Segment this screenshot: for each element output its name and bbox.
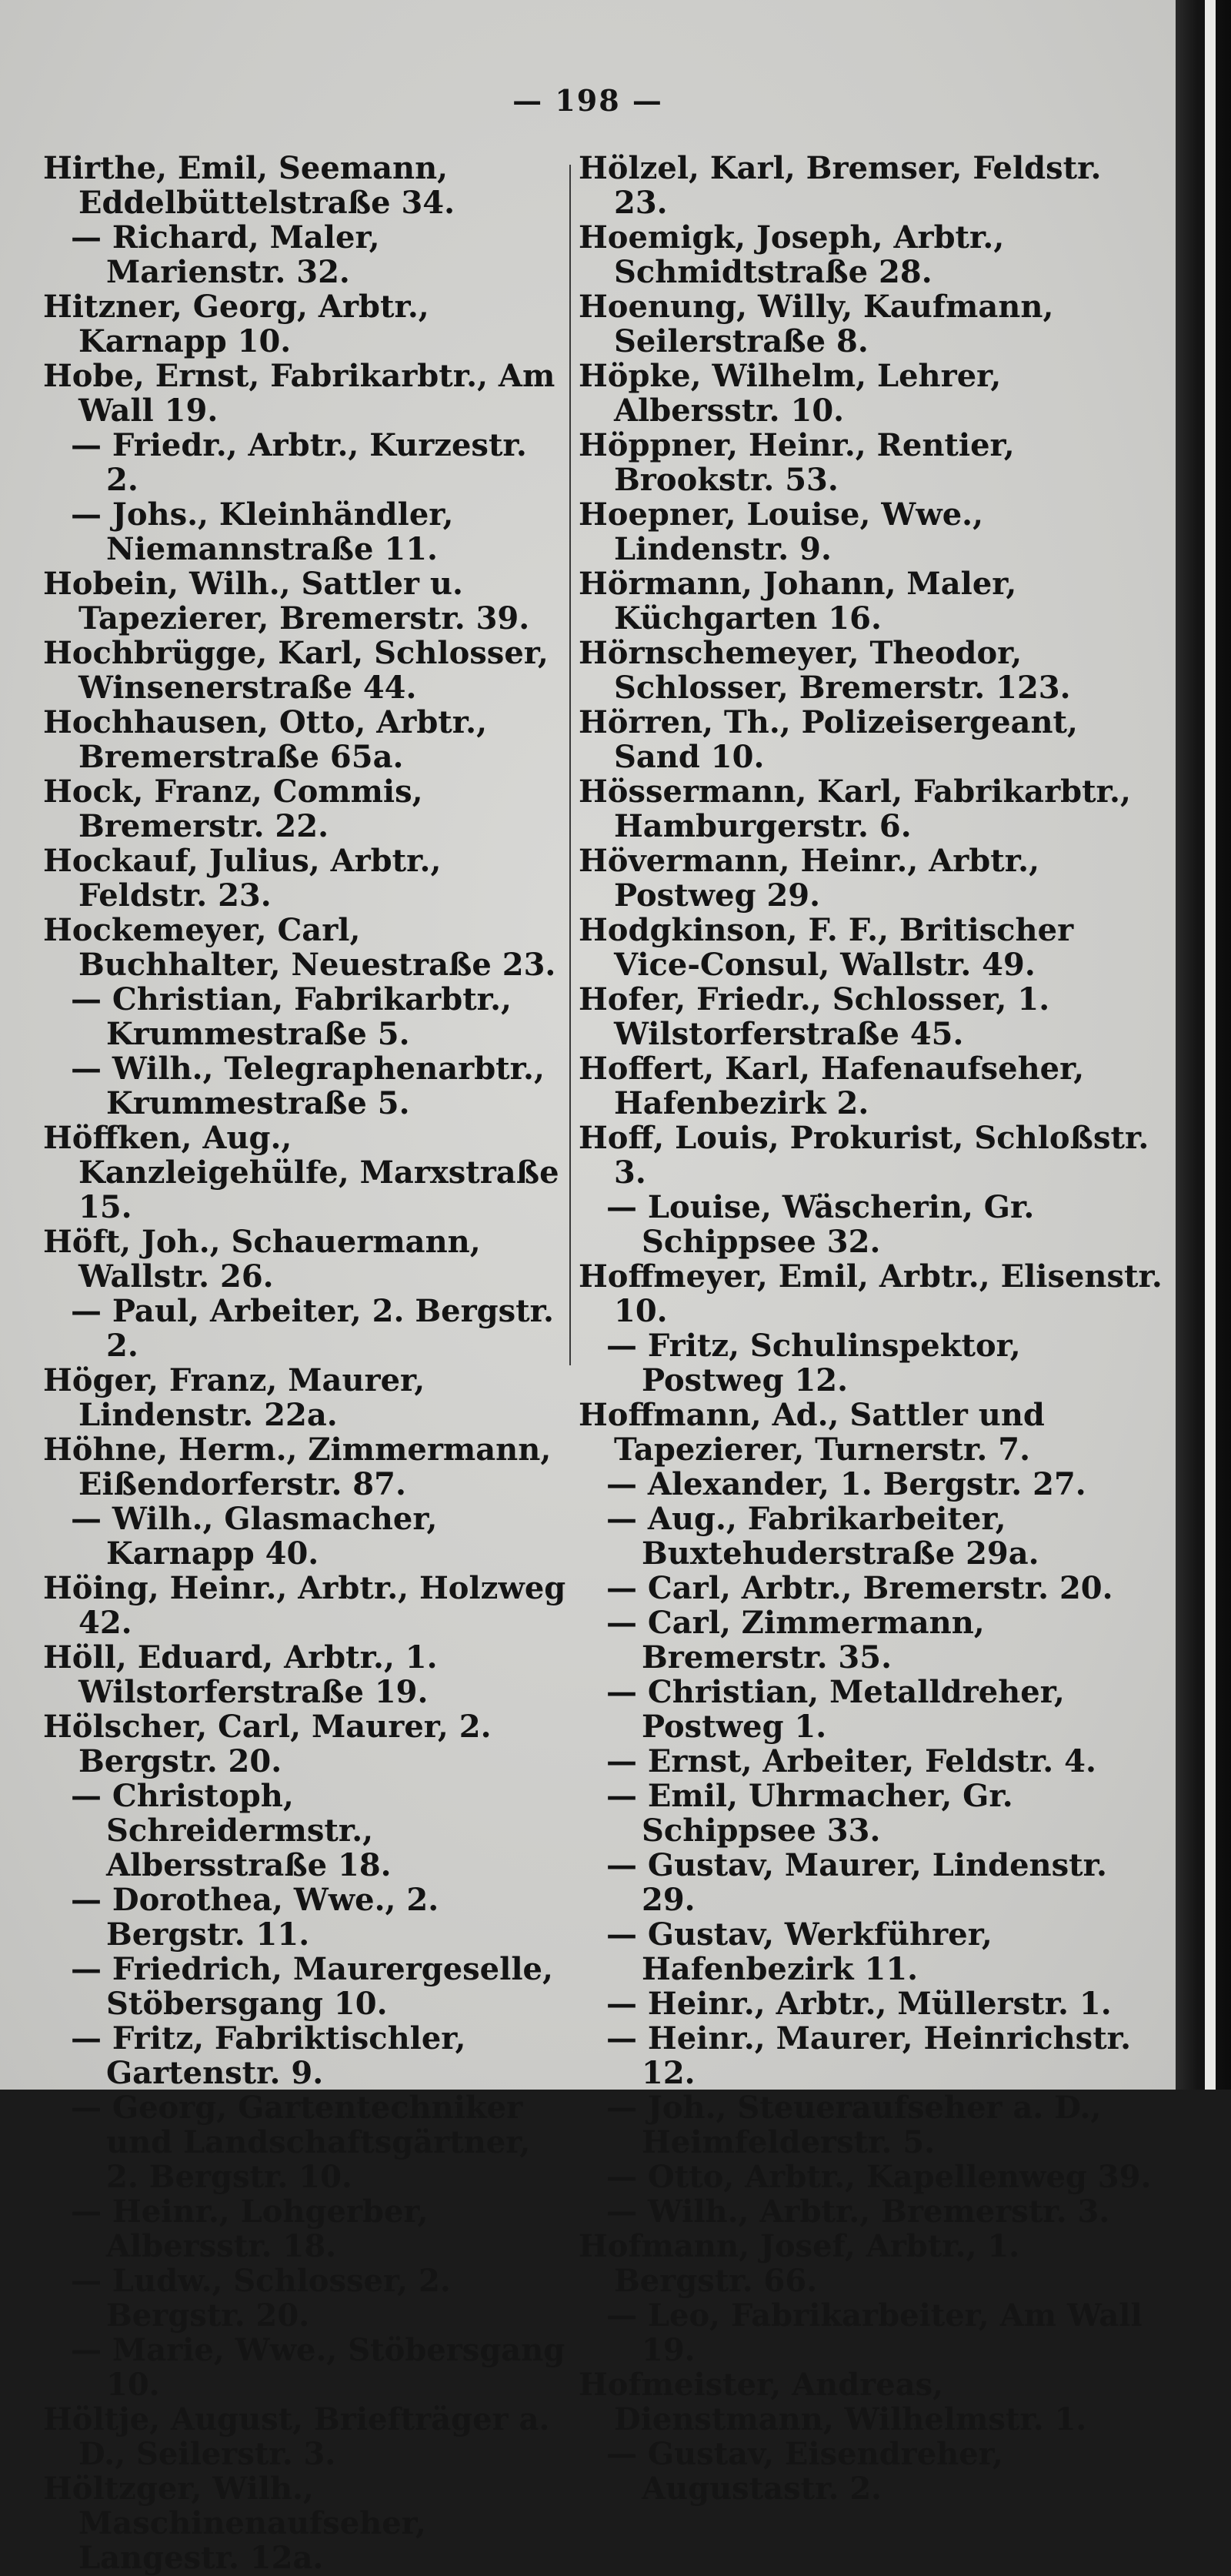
directory-entry: Höhne, Herm., Zimmermann, Eißendorferstr. 87. (43, 1432, 552, 1502)
directory-entry: — Friedrich, Maurergeselle, Stöbersgang 10. (71, 1951, 553, 2022)
directory-entry: Hirthe, Emil, Seemann, Eddelbüttelstraße 34. (43, 150, 455, 221)
directory-entry: Hövermann, Heinr., Arbtr., Postweg 29. (579, 843, 1040, 914)
directory-entry: — Heinr., Arbtr., Müllerstr. 1. (606, 1986, 1112, 2022)
directory-entry: Hoff, Louis, Prokurist, Schloßstr. 3. (579, 1120, 1149, 1191)
directory-entry: Höppner, Heinr., Rentier, Brookstr. 53. (579, 427, 1015, 498)
directory-entry: — Wilh., Glasmacher, Karnapp 40. (71, 1501, 438, 1572)
column-divider (569, 165, 571, 1365)
directory-entry: — Gustav, Eisendreher, Augustastr. 2. (606, 2436, 1003, 2507)
left-column (43, 151, 566, 2575)
directory-entry: Höltzger, Wilh., Maschinenaufseher, Langestr. 12a. (43, 2471, 426, 2576)
right-column (579, 151, 1163, 2506)
directory-entry: Hoemigk, Joseph, Arbtr., Schmidtstraße 28. (579, 219, 1005, 290)
directory-entry: — Georg, Gartentechniker und Landschaftsgärtner, 2. Bergstr. 10. (71, 2090, 531, 2195)
directory-entry: — Carl, Arbtr., Bremerstr. 20. (606, 1570, 1113, 1606)
directory-entry: Höft, Joh., Schauermann, Wallstr. 26. (43, 1224, 481, 1295)
directory-entry: — Heinr., Lohgerber, Albersstr. 18. (71, 2193, 429, 2264)
directory-entry: Höpke, Wilhelm, Lehrer, Albersstr. 10. (579, 358, 1002, 429)
directory-entry: — Alexander, 1. Bergstr. 27. (606, 1466, 1086, 1502)
directory-entry: — Emil, Uhrmacher, Gr. Schippsee 33. (606, 1778, 1013, 1849)
directory-entry: — Friedr., Arbtr., Kurzestr. 2. (71, 427, 527, 498)
directory-entry: — Christian, Metalldreher, Postweg 1. (606, 1674, 1065, 1745)
directory-entry: Höll, Eduard, Arbtr., 1. Wilstorferstraße 19. (43, 1639, 438, 1710)
directory-entry: Höger, Franz, Maurer, Lindenstr. 22a. (43, 1362, 425, 1433)
directory-entry: — Joh., Steueraufseher a. D., Heimfelderstr. 5. (606, 2090, 1102, 2160)
directory-entry: — Wilh., Arbtr., Bremerstr. 3. (606, 2193, 1110, 2230)
directory-entry: Hoenung, Willy, Kaufmann, Seilerstraße 8. (579, 289, 1054, 359)
directory-entry: Hochbrügge, Karl, Schlosser, Winsenerstraße 44. (43, 635, 549, 706)
directory-entry: Hölscher, Carl, Maurer, 2. Bergstr. 20. (43, 1709, 492, 1779)
directory-entry: Hitzner, Georg, Arbtr., Karnapp 10. (43, 289, 429, 359)
page-number: — 198 — (512, 83, 663, 118)
directory-entry: Hochhausen, Otto, Arbtr., Bremerstraße 65a. (43, 704, 488, 775)
directory-entry: — Dorothea, Wwe., 2. Bergstr. 11. (71, 1882, 439, 1953)
directory-entry: Hössermann, Karl, Fabrikarbtr., Hamburgerstr. 6. (579, 773, 1131, 844)
directory-entry: Hölzel, Karl, Bremser, Feldstr. 23. (579, 150, 1102, 221)
directory-entry: — Wilh., Telegraphenarbtr., Krummestraße 5. (71, 1051, 545, 1121)
directory-entry: — Gustav, Maurer, Lindenstr. 29. (606, 1847, 1107, 1918)
directory-entry: — Marie, Wwe., Stöbersgang 10. (71, 2332, 565, 2403)
page-edge-strip (1205, 0, 1216, 2090)
directory-entry: — Christian, Fabrikarbtr., Krummestraße 5. (71, 981, 512, 1052)
directory-entry: Hörmann, Johann, Maler, Küchgarten 16. (579, 566, 1017, 636)
directory-entry: — Christoph, Schreidermstr., Albersstraße 18. (71, 1778, 392, 1883)
directory-entry: Hoffmeyer, Emil, Arbtr., Elisenstr. 10. (579, 1258, 1163, 1329)
directory-entry: — Johs., Kleinhändler, Niemannstraße 11. (71, 496, 454, 567)
directory-entry: Hofer, Friedr., Schlosser, 1. Wilstorferstraße 45. (579, 981, 1050, 1052)
directory-entry: — Gustav, Werkführer, Hafenbezirk 11. (606, 1916, 992, 1987)
directory-entry: — Richard, Maler, Marienstr. 32. (71, 219, 380, 290)
directory-entry: Hobe, Ernst, Fabrikarbtr., Am Wall 19. (43, 358, 555, 429)
directory-entry: — Aug., Fabrikarbeiter, Buxtehuderstraße 29a. (606, 1501, 1039, 1572)
directory-entry: — Leo, Fabrikarbeiter, Am Wall 19. (606, 2297, 1143, 2368)
directory-entry: — Ludw., Schlosser, 2. Bergstr. 20. (71, 2263, 451, 2334)
directory-entry: — Fritz, Fabriktischler, Gartenstr. 9. (71, 2020, 466, 2091)
directory-entry: Hockauf, Julius, Arbtr., Feldstr. 23. (43, 843, 442, 914)
directory-entry: Hobein, Wilh., Sattler u. Tapezierer, Bremerstr. 39. (43, 566, 530, 636)
page-edge-shadow (1176, 0, 1231, 2090)
directory-entry: Höffken, Aug., Kanzleigehülfe, Marxstraße 15. (43, 1120, 559, 1225)
directory-entry: — Otto, Arbtr., Kapellenweg 39. (606, 2159, 1152, 2195)
directory-entry: Hoffert, Karl, Hafenaufseher, Hafenbezirk 2. (579, 1051, 1085, 1121)
directory-entry: Hörren, Th., Polizeisergeant, Sand 10. (579, 704, 1078, 775)
directory-entry: Hofmann, Josef, Arbtr., 1. Bergstr. 66. (579, 2228, 1020, 2299)
directory-entry: Hörnschemeyer, Theodor, Schlosser, Bremerstr. 123. (579, 635, 1071, 706)
directory-entry: Hoffmann, Ad., Sattler und Tapezierer, Turnerstr. 7. (579, 1397, 1045, 1468)
directory-entry: Höltje, August, Briefträger a. D., Seilerstr. 3. (43, 2401, 550, 2472)
directory-entry: Höing, Heinr., Arbtr., Holzweg 42. (43, 1570, 566, 1641)
directory-entry: Hoepner, Louise, Wwe., Lindenstr. 9. (579, 496, 983, 567)
directory-entry: Hodgkinson, F. F., Britischer Vice-Consul, Wallstr. 49. (579, 912, 1074, 983)
directory-entry: — Carl, Zimmermann, Bremerstr. 35. (606, 1605, 985, 1676)
directory-entry: — Ernst, Arbeiter, Feldstr. 4. (606, 1743, 1096, 1779)
directory-entry: Hock, Franz, Commis, Bremerstr. 22. (43, 773, 423, 844)
directory-entry: Hofmeister, Andreas, Dienstmann, Wilhelmstr. 1. (579, 2367, 1087, 2437)
directory-entry: — Fritz, Schulinspektor, Postweg 12. (606, 1328, 1021, 1398)
directory-entry: — Louise, Wäscherin, Gr. Schippsee 32. (606, 1189, 1035, 1260)
directory-entry: Hockemeyer, Carl, Buchhalter, Neuestraße 23. (43, 912, 556, 983)
directory-entry: — Heinr., Maurer, Heinrichstr. 12. (606, 2020, 1131, 2091)
directory-entry: — Paul, Arbeiter, 2. Bergstr. 2. (71, 1293, 554, 1364)
